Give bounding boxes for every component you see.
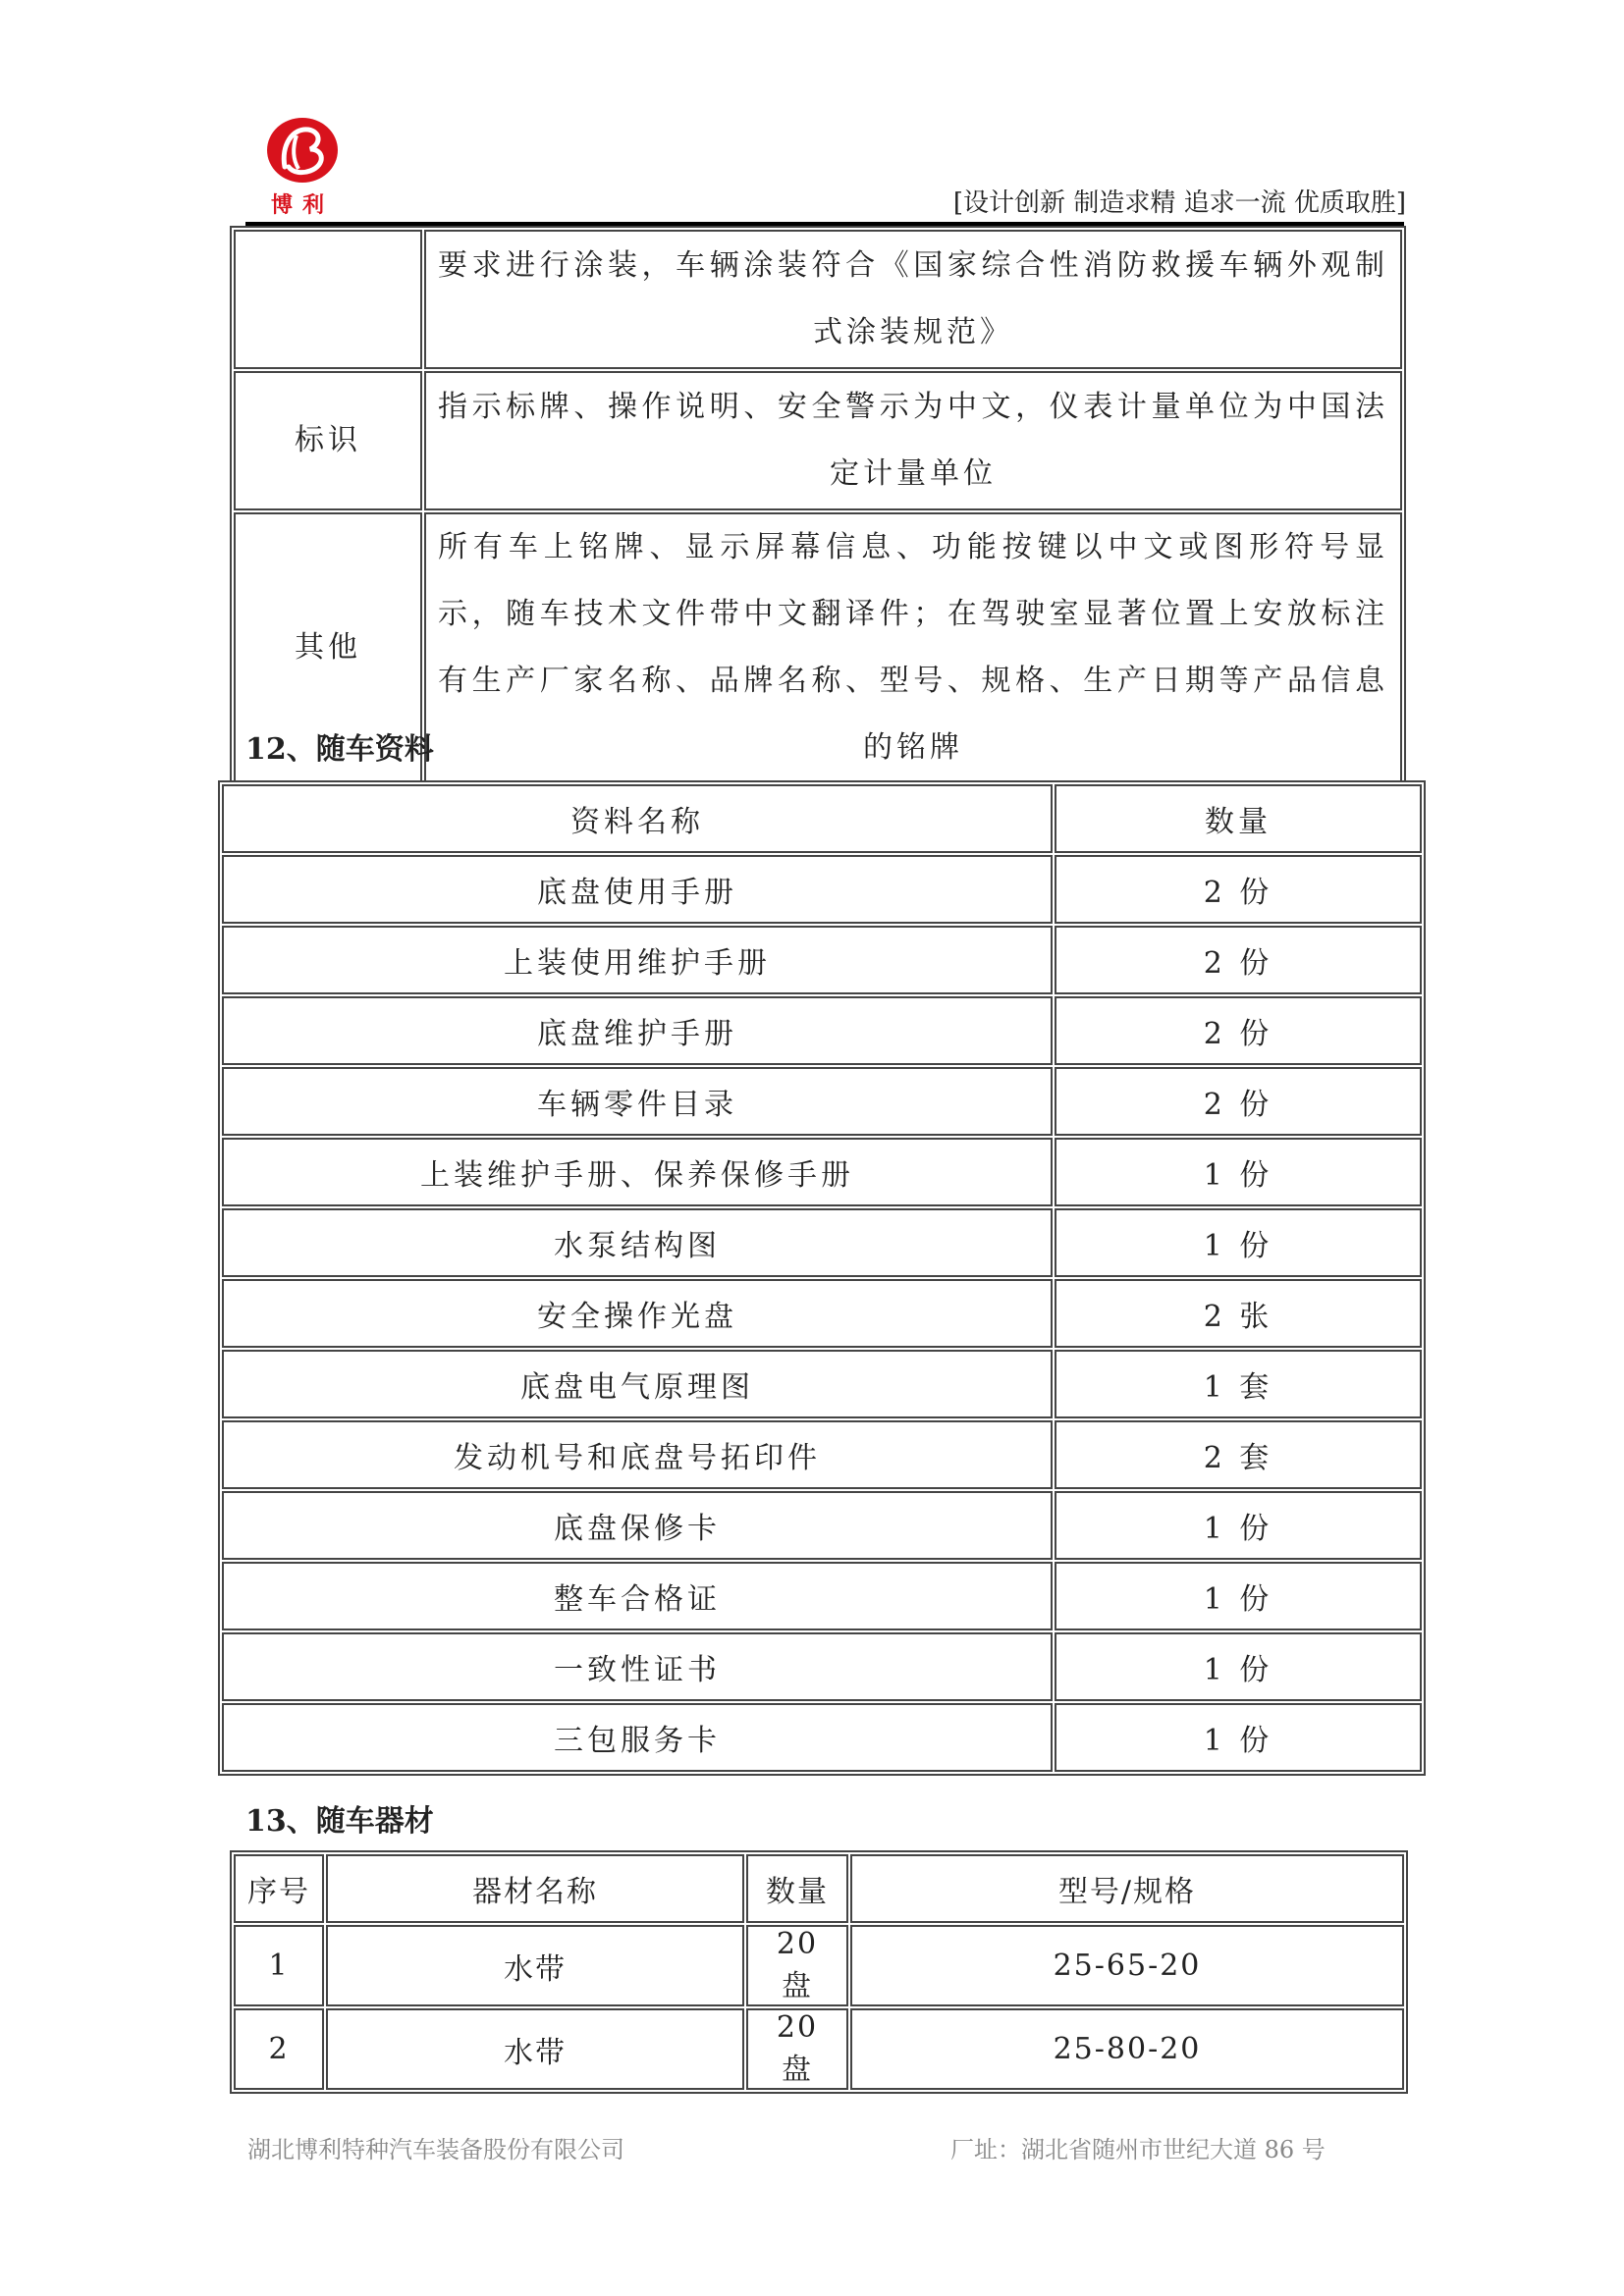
doc-name: 整车合格证	[222, 1562, 1053, 1630]
table-row	[234, 371, 1402, 510]
table-row	[222, 1562, 1422, 1630]
doc-name: 底盘使用手册	[222, 855, 1053, 924]
row-label	[234, 230, 422, 369]
equipment-table	[230, 1850, 1408, 2094]
table-row	[222, 1067, 1422, 1136]
logo-mark-icon	[263, 116, 342, 185]
footer-company: 湖北博利特种汽车装备股份有限公司	[247, 2136, 624, 2163]
row-index: 1	[234, 1925, 324, 2006]
equipment-name: 水带	[326, 1925, 744, 2006]
table-row	[234, 230, 1402, 369]
documents-table	[218, 780, 1426, 1776]
row-content: 所有车上铭牌、显示屏幕信息、功能按键以中文或图形符号显示，随车技术文件带中文翻译件；在驾驶室显著位置上安放标注有生产厂家名称、品牌名称、型号、规格、生产日期等产品信息的铭牌	[424, 512, 1402, 783]
company-logo	[257, 116, 346, 218]
section-12-title: 12、随车资料	[245, 732, 434, 767]
header-equipment-name: 器材名称	[326, 1854, 744, 1923]
doc-name: 上装维护手册、保养保修手册	[222, 1138, 1053, 1206]
table-header-row	[222, 784, 1422, 853]
doc-name: 安全操作光盘	[222, 1279, 1053, 1348]
table-row	[222, 1208, 1422, 1277]
row-label: 标识	[234, 371, 422, 510]
header-slogan: [设计创新 制造求精 追求一流 优质取胜]	[952, 188, 1406, 218]
doc-qty: 1 份	[1055, 1562, 1422, 1630]
table-row	[222, 1138, 1422, 1206]
doc-name: 发动机号和底盘号拓印件	[222, 1420, 1053, 1489]
equipment-qty: 20 盘	[746, 2008, 848, 2090]
doc-qty: 1 份	[1055, 1632, 1422, 1701]
doc-qty: 2 份	[1055, 1067, 1422, 1136]
table-row	[222, 855, 1422, 924]
doc-name: 底盘电气原理图	[222, 1350, 1053, 1418]
row-content: 指示标牌、操作说明、安全警示为中文，仪表计量单位为中国法定计量单位	[424, 371, 1402, 510]
table-row	[222, 1420, 1422, 1489]
doc-qty: 1 份	[1055, 1208, 1422, 1277]
header-doc-name: 资料名称	[222, 784, 1053, 853]
table-row	[234, 1925, 1404, 2006]
table-row	[222, 1350, 1422, 1418]
doc-name: 上装使用维护手册	[222, 926, 1053, 994]
table-row	[222, 926, 1422, 994]
header-quantity: 数量	[746, 1854, 848, 1923]
requirements-table	[230, 226, 1406, 787]
doc-qty: 1 套	[1055, 1350, 1422, 1418]
equipment-qty: 20 盘	[746, 1925, 848, 2006]
header-model-spec: 型号/规格	[850, 1854, 1404, 1923]
doc-qty: 2 套	[1055, 1420, 1422, 1489]
table-row	[222, 1279, 1422, 1348]
doc-qty: 2 份	[1055, 996, 1422, 1065]
equipment-name: 水带	[326, 2008, 744, 2090]
table-header-row	[234, 1854, 1404, 1923]
table-row	[222, 1491, 1422, 1560]
table-row	[222, 1703, 1422, 1772]
doc-qty: 1 份	[1055, 1491, 1422, 1560]
row-index: 2	[234, 2008, 324, 2090]
doc-qty: 2 份	[1055, 855, 1422, 924]
equipment-spec: 25-65-20	[850, 1925, 1404, 2006]
table-row	[222, 1632, 1422, 1701]
doc-name: 底盘保修卡	[222, 1491, 1053, 1560]
table-row	[234, 2008, 1404, 2090]
doc-name: 一致性证书	[222, 1632, 1053, 1701]
doc-name: 三包服务卡	[222, 1703, 1053, 1772]
doc-name: 水泵结构图	[222, 1208, 1053, 1277]
logo-text: 博利	[270, 193, 334, 218]
equipment-spec: 25-80-20	[850, 2008, 1404, 2090]
row-content: 要求进行涂装，车辆涂装符合《国家综合性消防救援车辆外观制式涂装规范》	[424, 230, 1402, 369]
doc-qty: 2 份	[1055, 926, 1422, 994]
table-row	[222, 996, 1422, 1065]
footer-address: 厂址：湖北省随州市世纪大道 86 号	[950, 2136, 1326, 2163]
doc-qty: 1 份	[1055, 1138, 1422, 1206]
doc-qty: 1 份	[1055, 1703, 1422, 1772]
row-label: 其他	[234, 512, 422, 783]
header-index: 序号	[234, 1854, 324, 1923]
header-quantity: 数量	[1055, 784, 1422, 853]
section-13-title: 13、随车器材	[245, 1804, 434, 1839]
doc-name: 底盘维护手册	[222, 996, 1053, 1065]
doc-name: 车辆零件目录	[222, 1067, 1053, 1136]
doc-qty: 2 张	[1055, 1279, 1422, 1348]
